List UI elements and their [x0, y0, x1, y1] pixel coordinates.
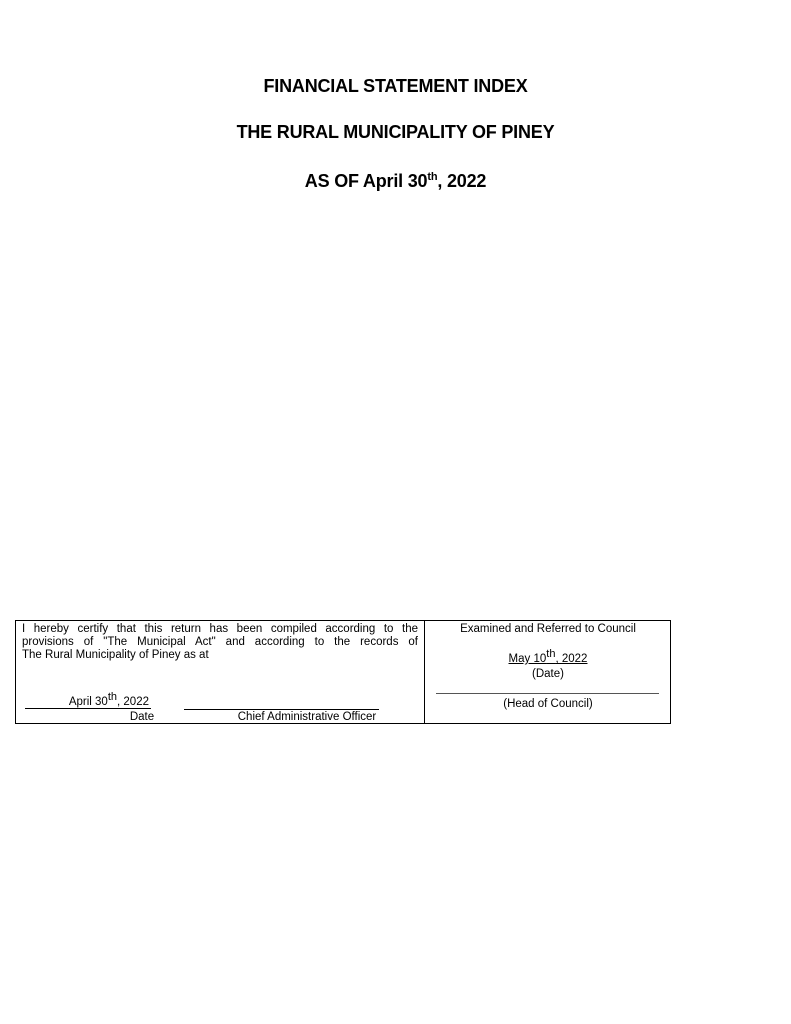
council-date-value [425, 648, 671, 666]
certification-date-suffix: , 2022 [117, 696, 149, 708]
officer-signature-label: Chief Administrative Officer [237, 711, 377, 723]
council-date-ordinal: th [546, 648, 556, 661]
council-column [425, 621, 671, 723]
as-of-date-title [0, 171, 791, 192]
council-date-label: (Date) [532, 668, 564, 680]
officer-signature-line [184, 709, 379, 710]
as-of-date-prefix: AS OF April 30 [304, 171, 428, 191]
certification-statement [22, 623, 418, 662]
certification-line-2: provisions of "The Municipal Act" and according to the records of [22, 636, 418, 648]
certification-date-label: Date [129, 711, 155, 723]
council-signature-label: (Head of Council) [503, 698, 593, 710]
certification-line-1: I hereby certify that this return has been compiled according to the [22, 623, 418, 635]
certification-date-prefix: April 30 [68, 696, 108, 708]
council-date-prefix: May 10 [508, 653, 547, 665]
examined-text: Examined and Referred to Council [460, 623, 636, 635]
certification-date-value [25, 691, 151, 709]
certification-line-3: The Rural Municipality of Piney as at [22, 649, 209, 661]
council-date-suffix: , 2022 [555, 653, 588, 665]
as-of-date-ordinal: th [427, 171, 438, 183]
council-signature-line [436, 693, 659, 694]
certification-box [15, 620, 671, 724]
municipality-title: THE RURAL MUNICIPALITY OF PINEY [236, 122, 555, 142]
as-of-date-suffix: , 2022 [437, 171, 487, 191]
document-title: FINANCIAL STATEMENT INDEX [263, 76, 528, 96]
certification-date-ordinal: th [107, 691, 118, 704]
